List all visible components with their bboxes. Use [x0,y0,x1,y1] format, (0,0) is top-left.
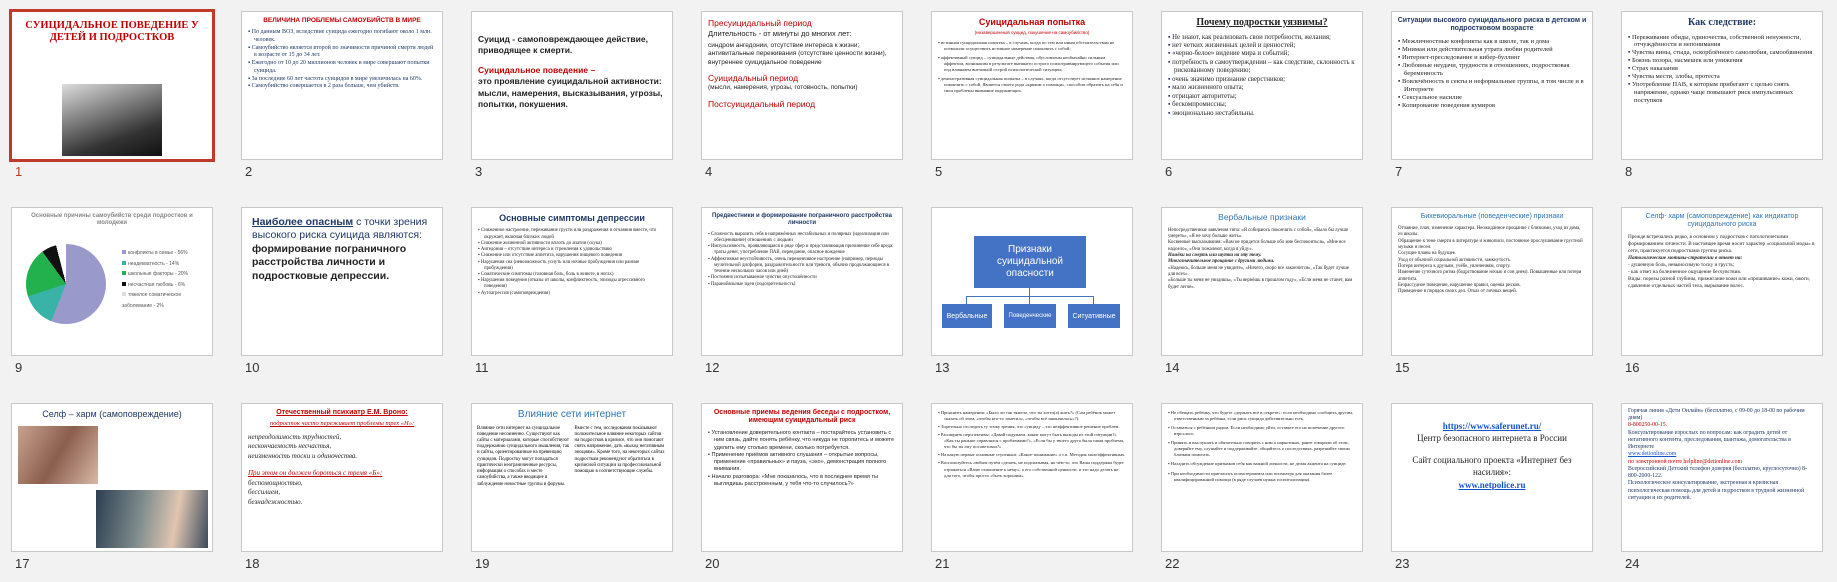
slide-title: ВЕЛИЧИНА ПРОБЛЕМЫ САМОУБИЙСТВ В МИРЕ [263,17,421,24]
slide-title: Селф- харм (самоповреждение) как индикатор суицидального риска [1645,213,1799,229]
bullet: ▪ бескомпромиссны; [1168,101,1356,109]
slide-number: 20 [705,556,720,571]
bullet: ▪ Сложность выразить себя в напряжённых нестабильных и полярных (идеализация или обесценивание) отношениях с людьми [708,232,896,244]
slide-21[interactable] [931,403,1133,552]
slide-number: 21 [935,556,950,571]
slide-number: 16 [1625,360,1640,375]
period-text: (мысли, намерения, угрозы, готовность, попытки) [708,84,858,92]
paragraph: Консультирование взрослых по вопросам: как оградить детей от негативного контента, преследования, шантажа, домогательства в Интернете [1628,429,1791,451]
slide-thumbnail-2[interactable] [230,0,449,190]
paragraph: Горячая линия «Дети Онлайн» (бесплатно, с 09-00 до 18-00 по рабочим дням) [1628,408,1805,422]
paragraph: Изменение суточного ритма (бодрствование ночью и сон днем). Повышенные или потеря аппетита. [1398,270,1582,282]
email-text: по электронной почте helpline@detionline.com [1628,458,1743,465]
bullet: ▪ Оставаться с ребёнком рядом. Если необходимо уйти, оставьте его на попечение другого взрослого. [1168,425,1356,437]
slide-thumbnail-5[interactable] [920,0,1139,190]
slide-thumbnail-21[interactable] [920,392,1139,582]
slide-thumbnail-7[interactable] [1380,0,1599,190]
slide-thumbnail-15[interactable] [1380,196,1599,386]
slide-number: 6 [1165,164,1173,179]
paragraph: Отчаяние, плач, изменение характера. Неожиданное прощание с близкими, уход из дома, из школы. [1398,226,1581,238]
key-statement: формирование пограничного расстройства личности и подростковые депрессии. [252,242,407,282]
slide-title: Влияние сети интернет [517,409,627,420]
paragraph: Обращение к теме смерти в литературе и живописи, постоянное прослушивание грустной музыки и песен. [1398,238,1583,251]
slide-subtitle: подросток часто переживает проблемы трех «Н»: [269,420,415,428]
slide-title: Как следствие: [1687,17,1757,28]
slide-thumbnail-6[interactable] [1150,0,1369,190]
slide-thumbnail-19[interactable] [460,392,679,582]
slide-number: 17 [15,556,30,571]
list-item: безнадежностью. [248,497,303,506]
slide-13[interactable] [931,207,1133,356]
paragraph: Потеря интереса к друзьям, учёбе, увлечениям, спорту. [1398,264,1511,270]
slide-thumbnail-20[interactable] [690,392,909,582]
bullet: ▪ Импульсивность, проявляющаяся в ряде сфер и представляющая причинение себе вреда: траты денег, употребление ПАВ, переедание, опасное вождение [708,244,896,256]
bullet: ▪ Не знают, как реализовать свои потребности, желания; [1168,34,1356,42]
text-column: Влияние сети интернет на суицидальное поведение несомненно. Существуют как сайты с материалами, которые способствуют поддержанию суицидального мышления, так и сайты, ориентированные на превенцию суицидов. Подростку могут попадаться практически неограниченные ресурсы, информация о способах и месте самоубийства, а также вводящие в заблуждение новостные группы и форумы. [477,425,570,487]
slide-number: 8 [1625,164,1633,179]
bullet: ▪ Любовные неудачи, трудности в отношениях, подростковая беременность [1398,62,1586,78]
bullet: ▪ потребность в самоутверждении – как следствие, склонность к рискованному поведению; [1168,59,1356,76]
bullet: ▪ Переживание обиды, одиночества, собственной ненужности, отчуждённости и непонимания [1628,34,1816,50]
slide-title: Основные приемы ведения беседы с подростком, имеющим суицидальный риск [713,409,891,425]
slide-thumbnail-22[interactable] [1150,392,1369,582]
bullet: ▪ Снижение жизненной активности вплоть до апатии (скука) [478,241,666,247]
slide-number: 10 [245,360,260,375]
bullet: ▪ Аффективная неустойчивость, очень переменчивое настроение (например, периоды мучительной дисфории, раздражительности или тревоги, обычно продолжающиеся в течение нескольких часов или дней) [708,257,896,276]
slide-subtitle: (незавершенный суицид, покушение на самоубийство) [974,30,1090,36]
period-heading: Пресуицидальный период [708,18,812,28]
paragraph: Безрассудное поведение, нарушение правил, оценка рисков. [1398,283,1521,288]
paragraph: Уход от обычной социальной активности, замкнутость. [1398,257,1512,263]
bullet: ▪ Воспользуйтесь любым путём сделать, не подсказывая, на чём-то, что Ваша поддержка будет отражаться «Ваше отношение к нему», о его собственной ценности, и это надо делать не для того, чтобы просто «быть хорошим». [938,460,1126,478]
paragraph: Патологические мотивы-стратегии в ответ на: [1628,255,1743,262]
slide-1[interactable] [9,9,215,162]
bullet: ▪ Боязнь позора, насмешек или унижения [1628,57,1816,65]
bullet: ▪ очень значимо признание сверстников; [1168,76,1356,84]
bullet: ▪ Вовлечённость в секты и неформальные группы, в том числе и в Интернете [1398,78,1586,94]
bullet: ▪ Интернет-преследование и кибер-буллинг [1398,54,1586,62]
behavior-heading: Суицидальное поведение – [478,64,596,75]
bullet: ▪ Сниженное настроение, переживание грусти или раздражения и отчаяния вместе, что окружает, включая близких людей [478,228,666,240]
slide-number: 9 [15,360,23,375]
diagram-connector [966,296,1094,297]
slide-16[interactable] [1621,207,1823,356]
diagram-connector [1029,288,1030,296]
bullet: ▪ Мнимая или действительная утрата любви родителей [1398,46,1586,54]
slide-subtitle: При этом он должен бороться с тремя «Б»: [248,469,383,478]
period-text: Длительность - от минуты до многих лет: [708,29,852,39]
period-heading: Постсуицидальный период [708,98,816,109]
bullet: ▪ Нарушения сна (невозможность уснуть или ночные пробуждения или ранние пробуждения) [478,260,666,272]
list-item: непреодолимость трудностей, [248,433,342,442]
slide-number: 22 [1165,556,1180,571]
paragraph: Непосредственные заявления типа: «Я собираюсь покончить с собой», «Было бы лучше умереть», «Я не хочу больше жить». [1168,227,1349,240]
bullet: ▪ Сексуальное насилие [1398,94,1586,102]
slide-thumbnail-24[interactable] [1610,392,1829,582]
bullet: ▪ истинная суицидальная попытка – в случаях, когда по тем или иным обстоятельствам не позволили осуществить истинное намерение покончить с собой; [938,40,1126,52]
slide-12[interactable] [701,207,903,356]
slide-thumbnail-9[interactable] [0,196,219,386]
bullet: ▪ аффективный суицид – суицидальные действия, обусловлены необычайно сильным аффектом, возникшим в результате внешнего острого психотравмирующего события или под влиянием внезапной острой психологической ситуации; [938,55,1126,73]
self-harm-photo [96,490,208,548]
bullet: ▪ Страх наказания [1628,65,1816,73]
bullet: ▪ Начало разговора: «Мне показалось, что в последнее время ты выглядишь расстроенным, у тебя что-то случилось?» [708,474,896,489]
phone-number: 8-800250-00-15. [1628,422,1668,429]
slide-24[interactable] [1621,403,1823,552]
slide-thumbnail-14[interactable] [1150,196,1369,386]
slide-title: Ситуации высокого суицидального риска в детском и подростковом возрасте [1397,17,1587,33]
period-text: синдром ангедонии, отсутствие интереса к жизни; антивитальные переживания (отсутствие ценности жизни), внутреннее суицидальное поведение [708,41,887,66]
bullet: ▪ нет четких жизненных целей и ценностей; [1168,42,1356,50]
bullet: ▪ При необходимости пригласить психотерапевта или психиатра для оказания более квалифицированной помощи (в ряде случаев нужна госпитализация). [1168,471,1356,483]
slide-thumbnail-23[interactable] [1380,392,1599,582]
slide-thumbnail-4[interactable] [690,0,909,190]
list-item: неизменность тоски и одиночества. [248,451,358,460]
bullet: ▪ Снижение или отсутствие аппетита, нарушения пищевого поведения [478,253,666,259]
slide-thumbnail-10[interactable] [230,196,449,386]
bullet: ▪ За последние 60 лет частота суицидов в мире увеличилась на 60%. [248,76,436,84]
sad-teen-photo [62,84,162,156]
bullet: ▪ Ангедония – отсутствие интереса и стремления к удовольствию [478,247,666,253]
body-text: Сайт социального проекта «Интернет без насилия»: [1412,455,1572,478]
slide-title: Почему подростки уязвимы? [1196,17,1328,28]
bullet: ▪ Применение приёмов активного слушания – открытые вопросы, применение «правильных» и пауза, «эхо», демонстрация полного внимания. [708,452,896,474]
slide-thumbnail-8[interactable] [1610,0,1829,190]
slide-11[interactable] [471,207,673,356]
bullet: ▪ мало жизненного опыта; [1168,84,1356,92]
slide-number: 11 [475,360,489,375]
text-column: Вместе с тем, исследования показывают положительное влияние некоторых сайтов на подростков в кризисе, что они помогают снять напряжение, дать «выход негативным эмоциям». Кроме того, на некоторых сайтах подросткам рекомендуют обратиться в кризисной ситуации за профессиональной помощью в соответствующие службы. [574,425,665,475]
slide-number: 19 [475,556,490,571]
bullet: ▪ Установление доверительного контакта – постарайтесь установить с ним связь, дайте понять ребёнку, что никуда не торопитесь и можете уделить ему столько времени, сколько потребуется. [708,430,896,452]
slide-title: Селф – харм (самоповреждение) [42,409,182,419]
paragraph: «Больше ты меня не увидишь», «Ты вернёшь в прошлом году», «Если меня не станет, вам будет легче». [1168,278,1353,290]
bullet: ▪ Межличностные конфликты как в школе, так и дома [1398,38,1586,46]
suicide-definition: Суицид - самоповреждающее действие, приводящее к смерти. [478,34,648,56]
slide-3[interactable] [471,11,673,160]
diagram-connector [1029,296,1030,304]
saferunet-link[interactable]: https://www.saferunet.ru/ [1442,421,1542,431]
slide-2[interactable] [241,11,443,160]
slide-thumbnail-3[interactable] [460,0,679,190]
slide-4[interactable] [701,11,903,160]
list-item: нескончаемость несчастья, [248,442,332,451]
bullet: ▪ Чувства вины, стыда, оскорблённого самолюбия, самообвинения [1628,49,1816,57]
netpolice-link[interactable]: www.netpolice.ru [1458,479,1526,490]
paragraph: Многозначительное прощание с другими людьми. [1168,259,1275,265]
diagram-child-box: Поведенческие [1004,304,1056,328]
bullet: ▪ Не обещать ребёнку, что будете «держать всё в секрете»: если необходимо сообщить другим, ответственным за ребёнка, если риск суицида действительно есть. [1168,410,1356,422]
slide-number: 24 [1625,556,1640,571]
bullet: ▪ Самоубийство является второй по значимости причиной смерти людей в возрасте от 15 до 34 лет. [248,45,436,60]
bullet: ▪ Аутоагрессия (самоповреждения) [478,291,666,297]
slide-20[interactable] [701,403,903,552]
paragraph: - как ответ на болезненное ощущение бесчувствия. [1628,269,1742,276]
bullet: ▪ Ежегодно от 10 до 20 миллионов человек в мире совершают попытки суицида. [248,60,436,75]
slide-6[interactable] [1161,11,1363,160]
slide-thumbnail-11[interactable] [460,196,679,386]
bullet: ▪ Копирование поведения кумиров [1398,102,1586,110]
bullet: ▪ Паранойяльные идеи (подозрительность) [708,282,896,288]
slide-15[interactable] [1391,207,1593,356]
slide-17[interactable] [11,403,213,552]
diagram-connector [1093,296,1094,304]
behavior-definition: это проявление суицидальной активности: мысли, намерения, высказывания, угрозы, попытки, покушения. [478,76,663,110]
slide-title: Отечественный психиатр Е.М. Вроно: [276,409,408,416]
diagram-connector [966,296,967,304]
paragraph: Психологическое консультирование, экстренная и кризисная психологическая помощь для детей и подростков в трудной жизненной ситуации и их родителей. [1628,480,1805,501]
slide-18[interactable] [241,403,443,552]
slide-number: 15 [1395,360,1410,375]
bullet: ▪ «черно-белое» видение мира и событий; [1168,50,1356,58]
paragraph: Виды: порезы разной глубины, прижигание кожи или «прошивание» кожи, ожоги, сдавление отдельных частей тела, вырывание волос. [1628,276,1810,290]
slide-title: Суицидальная попытка [978,17,1086,27]
paragraph: Прежде встречались редко, в основном у подростков с патологическими формированием личности. В настоящее время носит характер «социальной моды» в сети, практикуется подростками группы риска. [1628,234,1815,255]
slide-thumbnail-18[interactable] [230,392,449,582]
slide-number: 23 [1395,556,1410,571]
list-item: бессилием, [248,488,280,497]
slide-14[interactable] [1161,207,1363,356]
emphasis-text: Наиболее опасным [252,216,354,228]
slide-number: 2 [245,164,253,179]
slide-8[interactable] [1621,11,1823,160]
pie-chart [26,244,106,324]
bullet: ▪ Прояснить намерения: «Было ли так тяжело, что ты хотел(а) жить?» (Сам ребёнок может сказать об этом, «чтобы кто-то заметил», «чтобы всё закончилось»?). [938,410,1126,422]
legend-item: несчастная любовь - 6% [122,280,212,291]
bullet: ▪ Расширить перспективы: «Давай подумаем, какие могут быть выходы из этой ситуации?» «Как ты раньше справлялся с проблемами?», «Если бы у твоего друга была такая проблема, что бы ты ему посоветовал?» [938,432,1126,450]
slide-thumbnail-12[interactable] [690,196,909,386]
slide-5[interactable] [931,11,1133,160]
paragraph: Всероссийский Детский телефон доверия (бесплатно, круглосуточно) 8-800-2000-122. [1628,465,1807,480]
bullet: ▪ Чувства мести, злобы, протеста [1628,73,1816,81]
bullet: ▪ демонстративная суицидальная попытка – в случаях, когда отсутствует истинное намерение покончить с собой. Является своего рода «криком о помощи», способом обратить на себя и свои проблемы внимание окружающих. [938,76,1126,94]
slide-thumbnail-1[interactable] [0,0,219,190]
slide-number: 14 [1165,360,1180,375]
slide-title: СУИЦИДАЛЬНОЕ ПОВЕДЕНИЕ У ДЕТЕЙ И ПОДРОСТКОВ [25,20,199,44]
bullet: ▪ Принять и выслушать и обязательно говорить с ним о наркотиках, ранее говорили об этом, доверяйте ему, слушайте и поддерживайте, общайтесь о последствиях, разрешайте своим близким помогать. [1168,440,1356,458]
slide-title: Бихевиоральные (поведенческие) признаки [1420,213,1564,220]
slide-title: Предвестники и формирование пограничного расстройства личности [712,213,892,226]
legend-item: конфликты в семье - 56% [122,248,212,259]
slide-number: 1 [15,164,23,179]
paragraph: Намёки на смерть или шутки на эту тему. [1168,253,1262,259]
bullet: ▪ Нарушения поведения (отказы от школы, конфликтность, эпизоды агрессивного поведения) [478,278,666,290]
chart-legend [122,248,212,311]
slide-7[interactable] [1391,11,1593,160]
legend-item: неадекватность - 14% [122,259,212,270]
slide-number: 18 [245,556,260,571]
slide-9[interactable] [11,207,213,356]
diagram-child-box: Ситуативные [1068,304,1120,328]
detionline-link[interactable]: www.detionline.com [1628,451,1677,458]
slide-thumbnail-16[interactable] [1610,196,1829,386]
slide-title: Вербальные признаки [1218,212,1306,222]
bullet: ▪ Соматические симптомы (головная боль, боль в животе, в ногах) [478,272,666,278]
chart-title: Основные причины самоубийств среди подростков и молодежи [31,213,193,226]
legend-item: школьные факторы - 20% [122,269,212,280]
bullet: ▪ отрицают авторитеты; [1168,93,1356,101]
slide-number: 5 [935,164,943,179]
paragraph: - душевную боль, невыносимую тоску и грусть; [1628,262,1735,269]
slide-thumbnail-13[interactable] [920,196,1139,386]
slide-19[interactable] [471,403,673,552]
slide-number: 13 [935,360,950,375]
bullet: ▪ На какую первые основные ступеньки: «Какое-понимание» о т.п. Методик малоэффективных. [938,452,1126,458]
paragraph: Приведение в порядок своих дел. Отказ от личных вещей. [1398,289,1517,295]
legend-item: тяжелое соматическое заболевание - 2% [122,292,182,309]
paragraph: Сосущие планы на будущее. [1398,251,1457,257]
slide-number: 7 [1395,164,1403,179]
body-text: с точки зрения высокого риска суицида являются: [252,216,428,242]
slide-number: 4 [705,164,713,179]
self-harm-photo [18,426,98,484]
bullet: ▪ эмоционально нестабильны. [1168,110,1356,118]
diagram-child-box: Вербальные [942,304,992,328]
list-item: беспомощностью, [248,478,303,487]
period-heading: Суицидальный период [708,73,799,84]
slide-10[interactable] [241,207,443,356]
diagram-root-box: Признаки суицидальной опасности [974,236,1086,288]
paragraph: «Надеюсь, больше меня не увидите», «Ничего, скоро все закончится», «Так будет лучше для всех». [1168,265,1349,278]
slide-title: Основные симптомы депрессии [499,213,645,223]
bullet: ▪ Постоянно испытываемое чувство опустошённости [708,275,896,281]
slide-thumbnail-17[interactable] [0,392,219,582]
bullet: ▪ По данным ВОЗ, вследствие суицида ежегодно погибают около 1 млн. человек. [248,29,436,44]
paragraph: Косвенные высказывания: «Вам не придется больше обо мне беспокоиться», «Мне все надоело», «Они пожалеют, когда я уйду». [1168,240,1346,252]
slide-22[interactable] [1161,403,1363,552]
bullet: ▪ Наладить обсуждение признаков себя как важной личности, не делая акцента на суициде. [1168,461,1356,467]
body-text: Центр безопасного интернета в России [1417,433,1567,444]
bullet: ▪ Самоубийство совершается в 2 раза больше, чем убийств. [248,83,436,91]
bullet: ▪ Употребление ПАВ, к которым прибегают с целью снять напряжение, однако чаще повышают риск импульсивных поступков [1628,81,1816,105]
slide-number: 3 [475,164,483,179]
slide-number: 12 [705,360,720,375]
slide-23[interactable] [1391,403,1593,552]
bullet: ▪ Тщательно отследить ту точку зрения, что суициду – это неэффективное решение проблем. [938,424,1126,430]
